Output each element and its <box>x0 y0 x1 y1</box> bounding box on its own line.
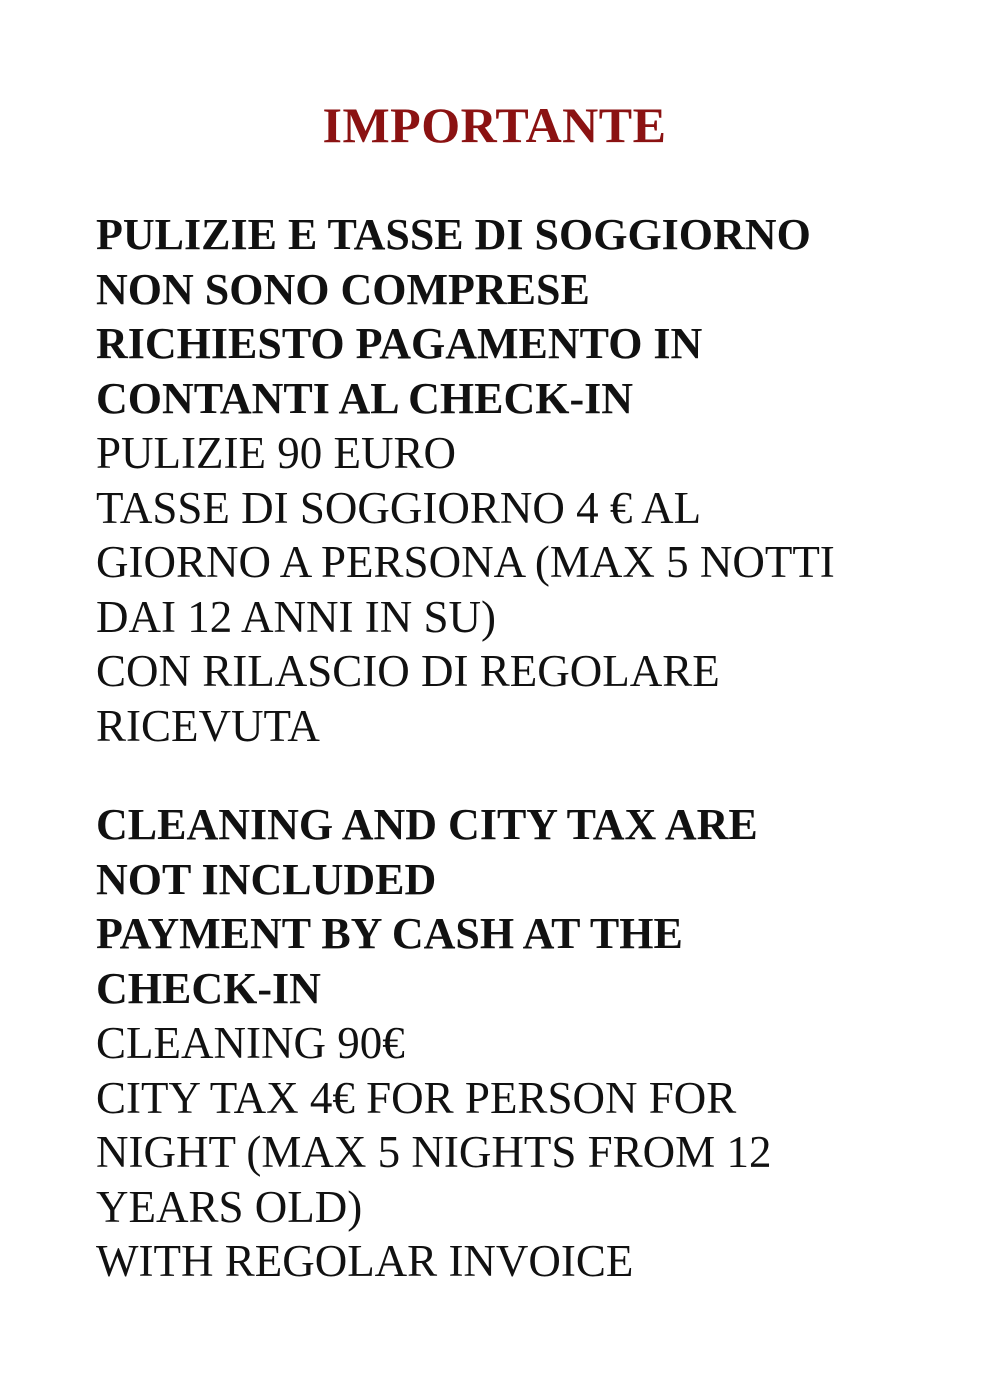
english-notice <box>96 798 926 1289</box>
english-heading-line: NOT INCLUDED <box>96 854 437 904</box>
english-heading-line: CHECK-IN <box>96 963 321 1013</box>
english-detail-line: WITH REGOLAR INVOICE <box>96 1236 634 1286</box>
italian-notice <box>96 208 926 753</box>
italian-heading-line: RICHIESTO PAGAMENTO IN <box>96 319 703 368</box>
italian-detail-line: PULIZIE 90 EURO <box>96 428 456 478</box>
italian-detail-line: GIORNO A PERSONA (MAX 5 NOTTI <box>96 537 835 587</box>
page-title: IMPORTANTE <box>322 97 667 153</box>
italian-detail-line: DAI 12 ANNI IN SU) <box>96 591 496 642</box>
italian-detail-line: RICEVUTA <box>96 700 320 751</box>
english-detail-line: NIGHT (MAX 5 NIGHTS FROM 12 <box>96 1127 772 1177</box>
english-detail-line: YEARS OLD) <box>96 1181 363 1232</box>
italian-detail-line: TASSE DI SOGGIORNO 4 € AL <box>96 482 702 533</box>
italian-detail-line: CON RILASCIO DI REGOLARE <box>96 646 720 696</box>
italian-heading-line: CONTANTI AL CHECK-IN <box>96 373 634 423</box>
english-detail-line: CITY TAX 4€ FOR PERSON FOR <box>96 1072 737 1123</box>
english-detail-line: CLEANING 90€ <box>96 1018 405 1068</box>
english-heading-line: CLEANING AND CITY TAX ARE <box>96 800 758 849</box>
italian-heading-line: PULIZIE E TASSE DI SOGGIORNO <box>96 210 811 259</box>
english-heading-line: PAYMENT BY CASH AT THE <box>96 909 683 958</box>
italian-heading-line: NON SONO COMPRESE <box>96 264 590 314</box>
